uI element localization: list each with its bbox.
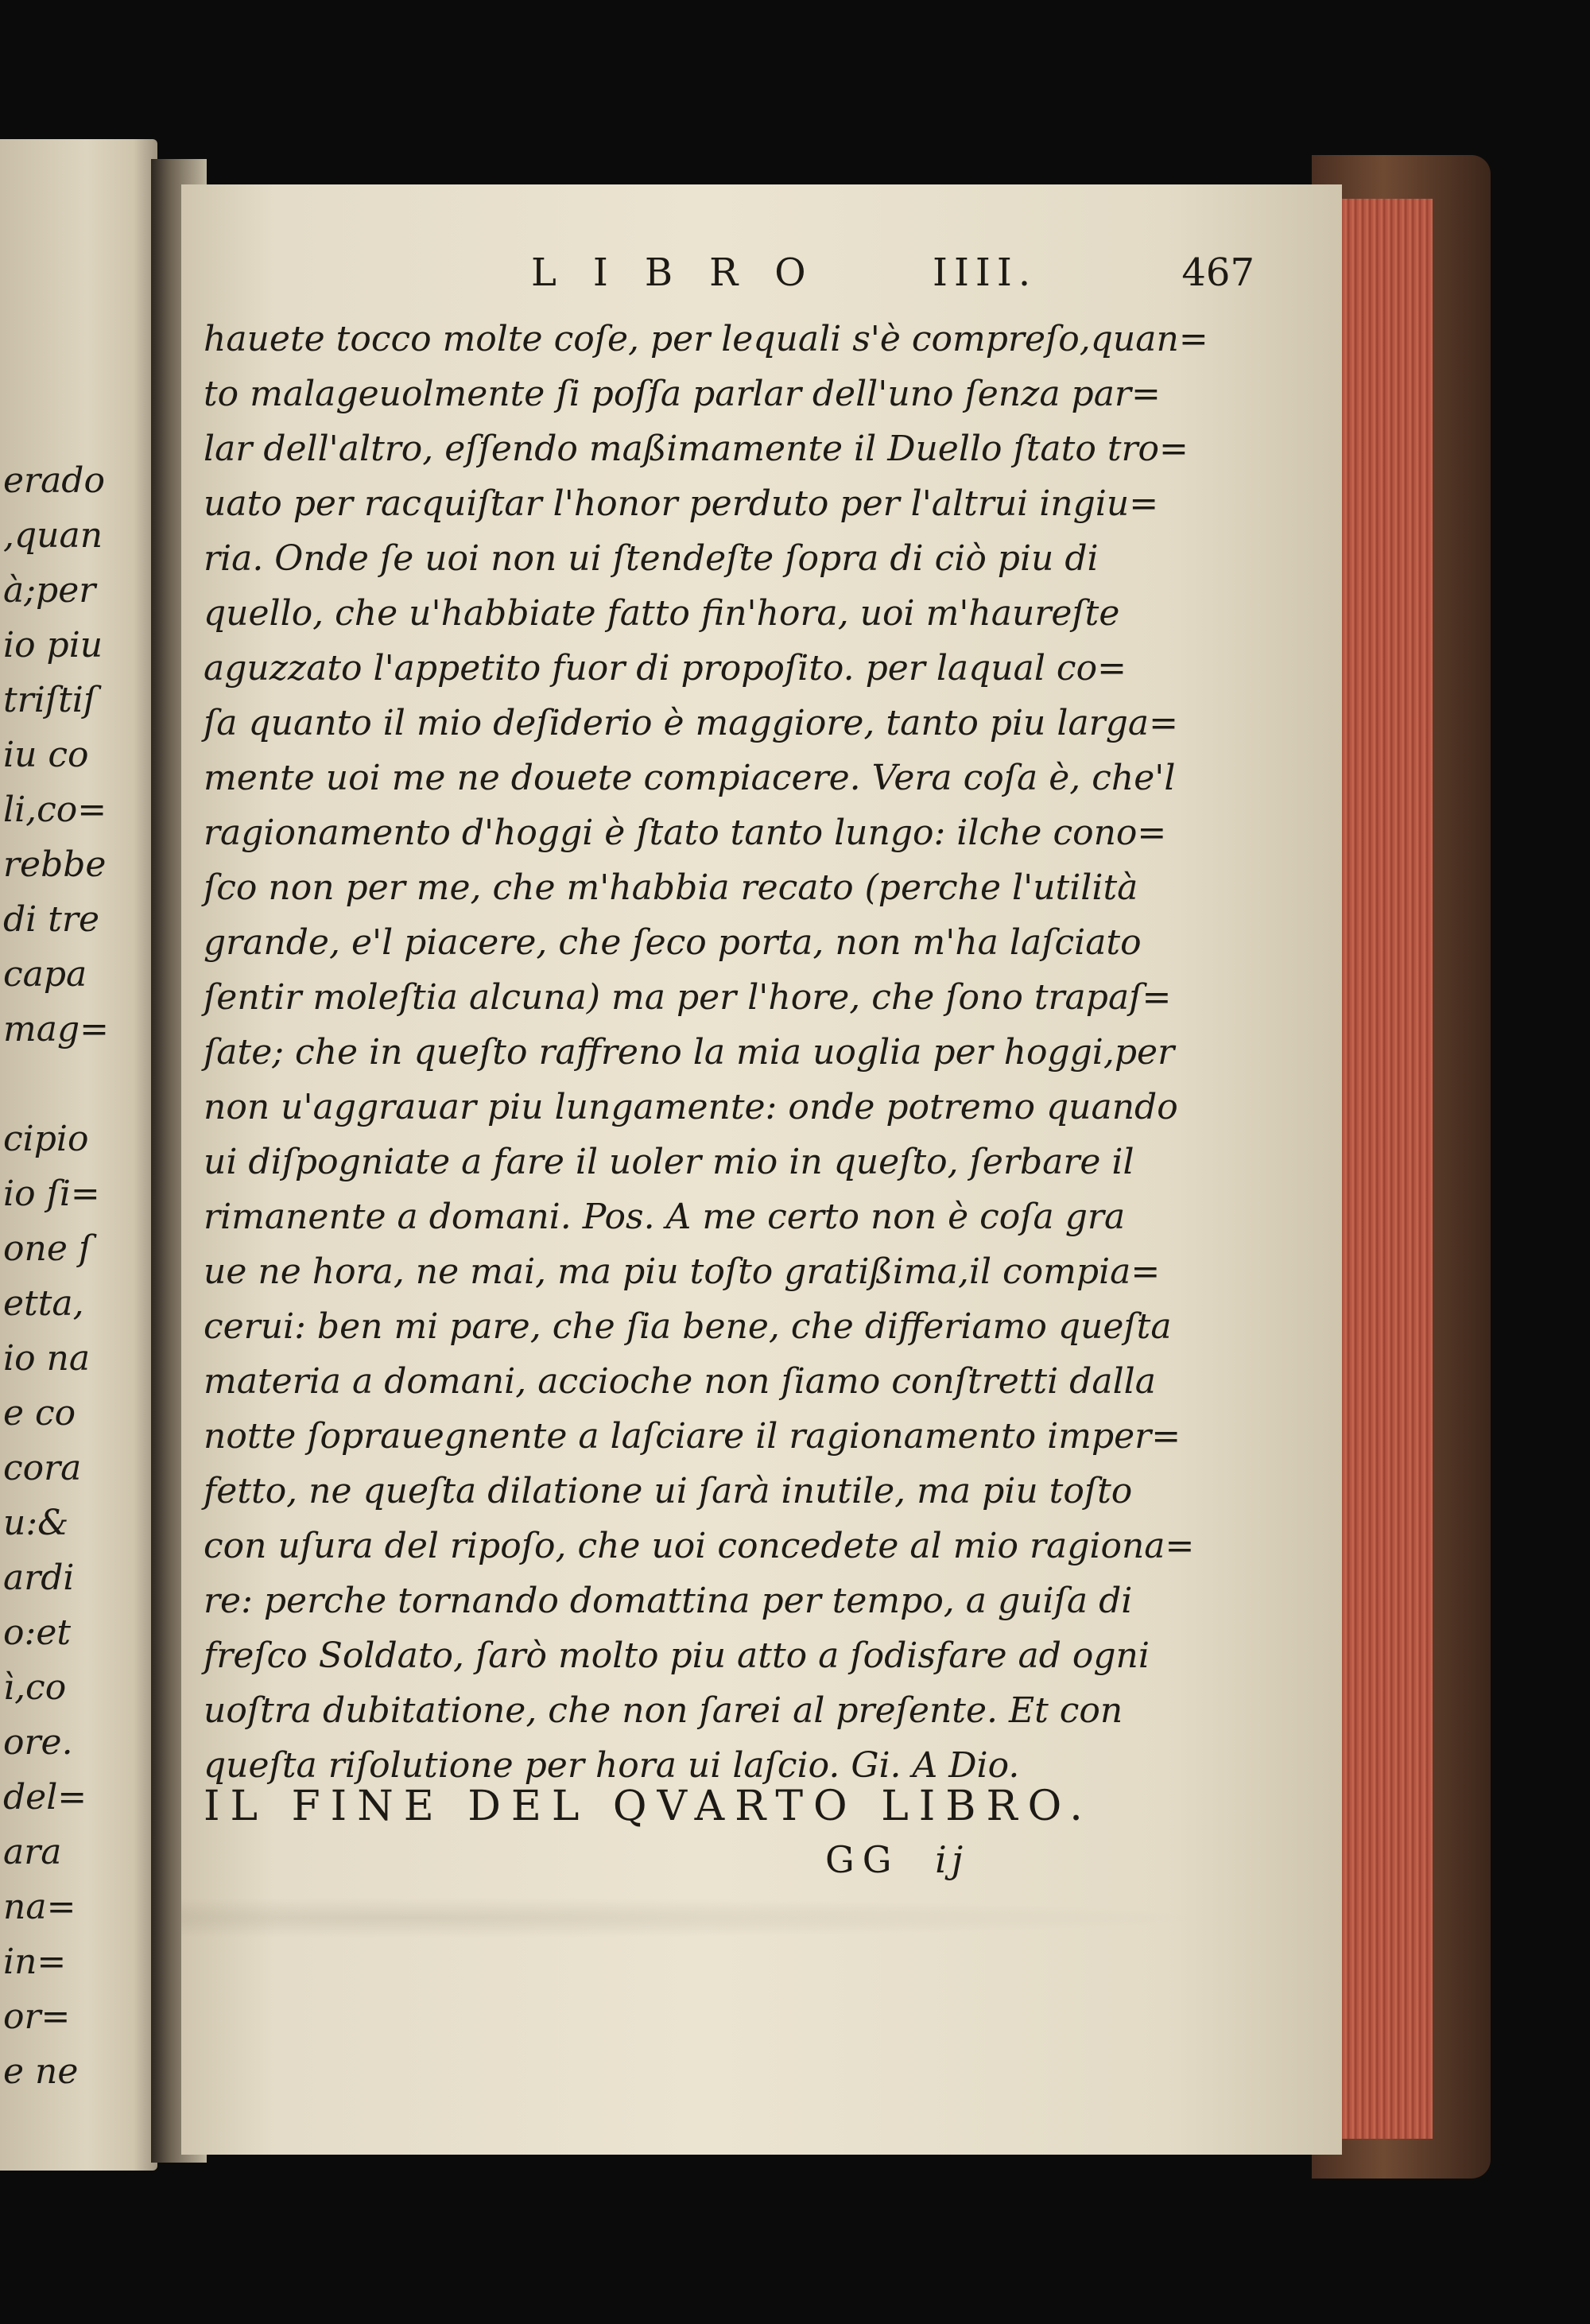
text-line: aguzzato l'appetito fuor di propoſito. per laqual co= <box>204 648 1127 689</box>
text-line: notte ſoprauegnente a laſciare il ragionamento imper= <box>204 1416 1181 1457</box>
text-line: rimanente a domani. Pos. A me certo non è coſa gra <box>204 1197 1126 1237</box>
text-line: ue ne hora, ne mai, ma piu toſto gratißima,il compia= <box>204 1251 1161 1292</box>
text-line: ria. Onde ſe uoi non ui ſtendeſte ſopra di ciò piu di <box>204 538 1099 579</box>
left-page-line-fragment: di tre <box>3 899 99 940</box>
left-page-line-fragment: ardi <box>3 1558 75 1598</box>
left-page-line-fragment: ,quan <box>3 515 103 556</box>
left-page-line-fragment: e co <box>3 1393 76 1434</box>
left-page-line-fragment: rebbe <box>3 844 107 885</box>
text-line: grande, e'l piacere, che ſeco porta, non m'ha laſciato <box>204 922 1142 963</box>
book-number: IIII. <box>933 250 1037 295</box>
signature-letters: GG <box>825 1838 900 1881</box>
text-line: uato per racquiſtar l'honor perduto per l'altrui ingiu= <box>204 483 1159 524</box>
signature-mark <box>825 1838 968 1881</box>
left-page-line-fragment: à;per <box>3 570 96 611</box>
left-page-edge <box>0 139 157 2171</box>
left-page-line-fragment: io ſi= <box>3 1174 100 1214</box>
page-number: 467 <box>1181 250 1255 295</box>
text-line: freſco Soldato, ſarò molto piu atto a ſodisfare ad ogni <box>204 1635 1150 1676</box>
left-page-line-fragment: triſtiſ <box>3 680 97 720</box>
text-line: cerui: ben mi pare, che ſia bene, che differiamo queſta <box>204 1306 1172 1347</box>
left-page-line-fragment: or= <box>3 1996 71 2037</box>
signature-number: ij <box>935 1838 968 1881</box>
left-page-line-fragment: etta, <box>3 1283 84 1324</box>
left-page-line-fragment: io na <box>3 1338 91 1379</box>
left-page-line-fragment: one ſ <box>3 1228 92 1269</box>
text-line: uoſtra dubitatione, che non ſarei al preſente. Et con <box>204 1690 1123 1731</box>
left-page-text-fragments <box>0 453 143 2099</box>
text-line: fetto, ne queſta dilatione ui ſarà inutile, ma piu toſto <box>204 1471 1133 1511</box>
text-line: ſentir moleſtia alcuna) ma per l'hore, che ſono trapaſ= <box>204 977 1172 1018</box>
text-line: con uſura del ripoſo, che uoi concedete al mio ragiona= <box>204 1526 1195 1566</box>
left-page-line-fragment: iu co <box>3 735 89 775</box>
left-page-line-fragment: cipio <box>3 1119 89 1159</box>
page-header <box>348 250 1270 306</box>
left-page-line-fragment: erado <box>3 460 105 501</box>
text-line: ſa quanto il mio deſiderio è maggiore, tanto piu larga= <box>204 703 1178 743</box>
left-page-line-fragment: in= <box>3 1942 67 1982</box>
running-head: LIBRO <box>531 250 843 295</box>
text-line: non u'aggrauar piu lungamente: onde potremo quando <box>204 1087 1178 1127</box>
left-page-line-fragment: o:et <box>3 1612 72 1653</box>
text-line: hauete tocco molte coſe, per lequali s'è compreſo,quan= <box>204 319 1208 359</box>
text-line: to malageuolmente ſi poſſa parlar dell'uno ſenza par= <box>204 374 1161 414</box>
text-line: re: perche tornando domattina per tempo, a guiſa di <box>204 1581 1133 1621</box>
left-page-line-fragment: u:& <box>3 1503 69 1543</box>
text-line: lar dell'altro, eſſendo maßimamente il Duello ſtato tro= <box>204 429 1189 469</box>
left-page-line-fragment: na= <box>3 1887 76 1927</box>
text-line: ſco non per me, che m'habbia recato (perche l'utilità <box>204 867 1138 908</box>
left-page-line-fragment: io piu <box>3 625 103 665</box>
text-line: ui diſpogniate a fare il uoler mio in queſto, ſerbare il <box>204 1142 1134 1182</box>
left-page-line-fragment: del= <box>3 1777 87 1818</box>
text-line: quello, che u'habbiate fatto fin'hora, uoi m'haureſte <box>204 593 1120 634</box>
left-page-line-fragment: ara <box>3 1832 62 1872</box>
left-page-line-fragment: e ne <box>3 2051 79 2092</box>
red-page-edges <box>1329 199 1433 2139</box>
left-page-line-fragment: li,co= <box>3 790 107 830</box>
left-page-line-fragment: ore. <box>3 1722 73 1763</box>
text-line: materia a domani, accioche non ſiamo conſtretti dalla <box>204 1361 1156 1402</box>
text-line: ſate; che in queſto raffreno la mia uoglia per hoggi,per <box>204 1032 1175 1073</box>
text-line: ragionamento d'hoggi è ſtato tanto lungo: ilche cono= <box>204 813 1167 853</box>
right-page <box>181 184 1342 2155</box>
body-text <box>204 312 1208 1793</box>
left-page-line-fragment: ì,co <box>3 1667 67 1708</box>
left-page-line-fragment: cora <box>3 1448 82 1488</box>
end-of-book-title: IL FINE DEL QVARTO LIBRO. <box>204 1783 1093 1830</box>
text-line: queſta riſolutione per hora ui laſcio. Gi. A Dio. <box>204 1745 1020 1786</box>
left-page-line-fragment: capa <box>3 954 87 995</box>
show-through-bleed <box>181 1894 1342 1942</box>
text-line: mente uoi me ne douete compiacere. Vera coſa è, che'l <box>204 758 1176 798</box>
left-page-line-fragment: mag= <box>3 1009 109 1049</box>
left-page-line-fragment <box>0 1057 143 1112</box>
